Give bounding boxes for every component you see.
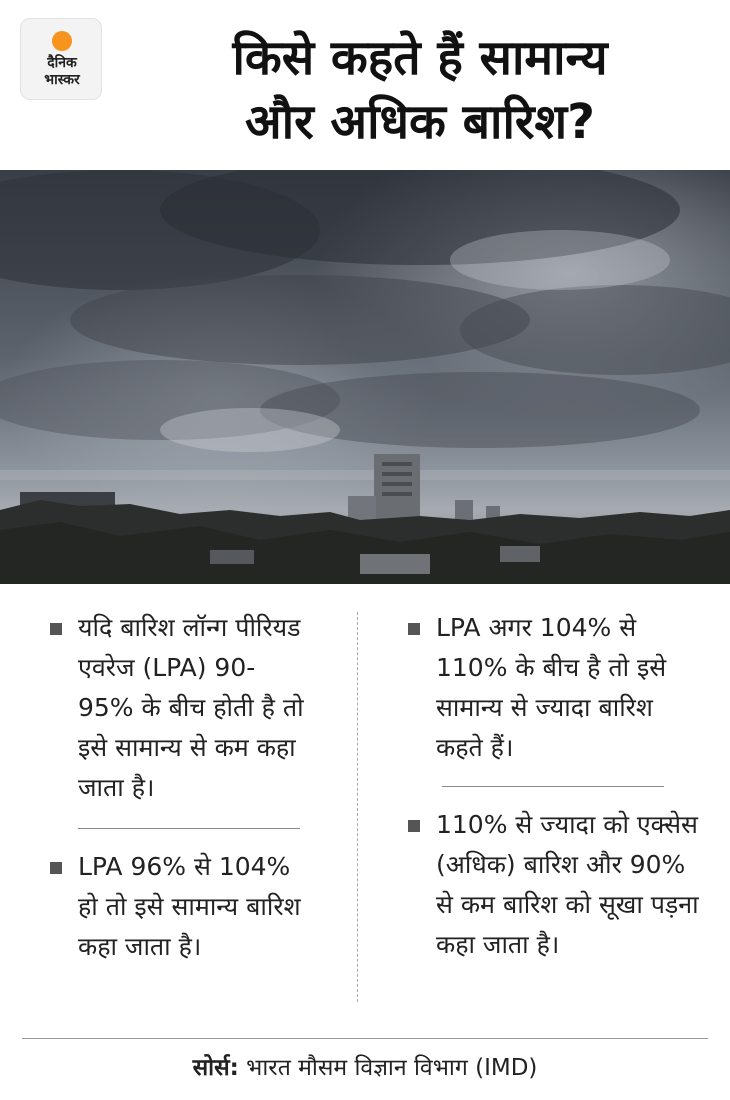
left-column: [48, 608, 308, 967]
source-text: भारत मौसम विज्ञान विभाग (IMD): [238, 1055, 538, 1081]
bullet-item: [48, 608, 308, 808]
square-bullet-icon: [408, 820, 420, 832]
bullet-text: LPA 96% से 104% हो तो इसे सामान्य बारिश कहा जाता है।: [78, 852, 301, 961]
footer-divider: [22, 1038, 708, 1039]
logo-text-line2: भास्कर: [44, 72, 80, 88]
source-footer: [0, 1052, 730, 1084]
storm-clouds-photo: [0, 170, 730, 584]
divider: [442, 786, 664, 787]
brand-logo[interactable]: [20, 18, 102, 100]
bullet-item: [406, 805, 706, 965]
bullet-item: [406, 608, 706, 768]
source-label: सोर्स:: [192, 1055, 239, 1081]
bullet-text: LPA अगर 104% से 110% के बीच है तो इसे सामान्य से ज्यादा बारिश कहते हैं।: [436, 613, 667, 762]
square-bullet-icon: [50, 623, 62, 635]
header: [0, 0, 730, 170]
bullet-text: 110% से ज्यादा को एक्सेस (अधिक) बारिश और 90% से कम बारिश को सूखा पड़ना कहा जाता है।: [436, 810, 699, 959]
square-bullet-icon: [50, 862, 62, 874]
page-title: [120, 26, 720, 154]
logo-text-line1: दैनिक: [47, 55, 77, 71]
square-bullet-icon: [408, 623, 420, 635]
right-column: [406, 608, 706, 965]
divider: [78, 828, 300, 829]
bullet-text: यदि बारिश लॉन्ग पीरियड एवरेज (LPA) 90-95% के बीच होती है तो इसे सामान्य से कम कहा जाता है।: [78, 613, 304, 802]
sun-icon: [52, 31, 72, 51]
title-line-2: और अधिक बारिश?: [244, 94, 596, 150]
column-divider: [357, 612, 358, 1002]
title-line-1: किसे कहते हैं सामान्य: [232, 30, 608, 86]
bullet-item: [48, 847, 308, 967]
